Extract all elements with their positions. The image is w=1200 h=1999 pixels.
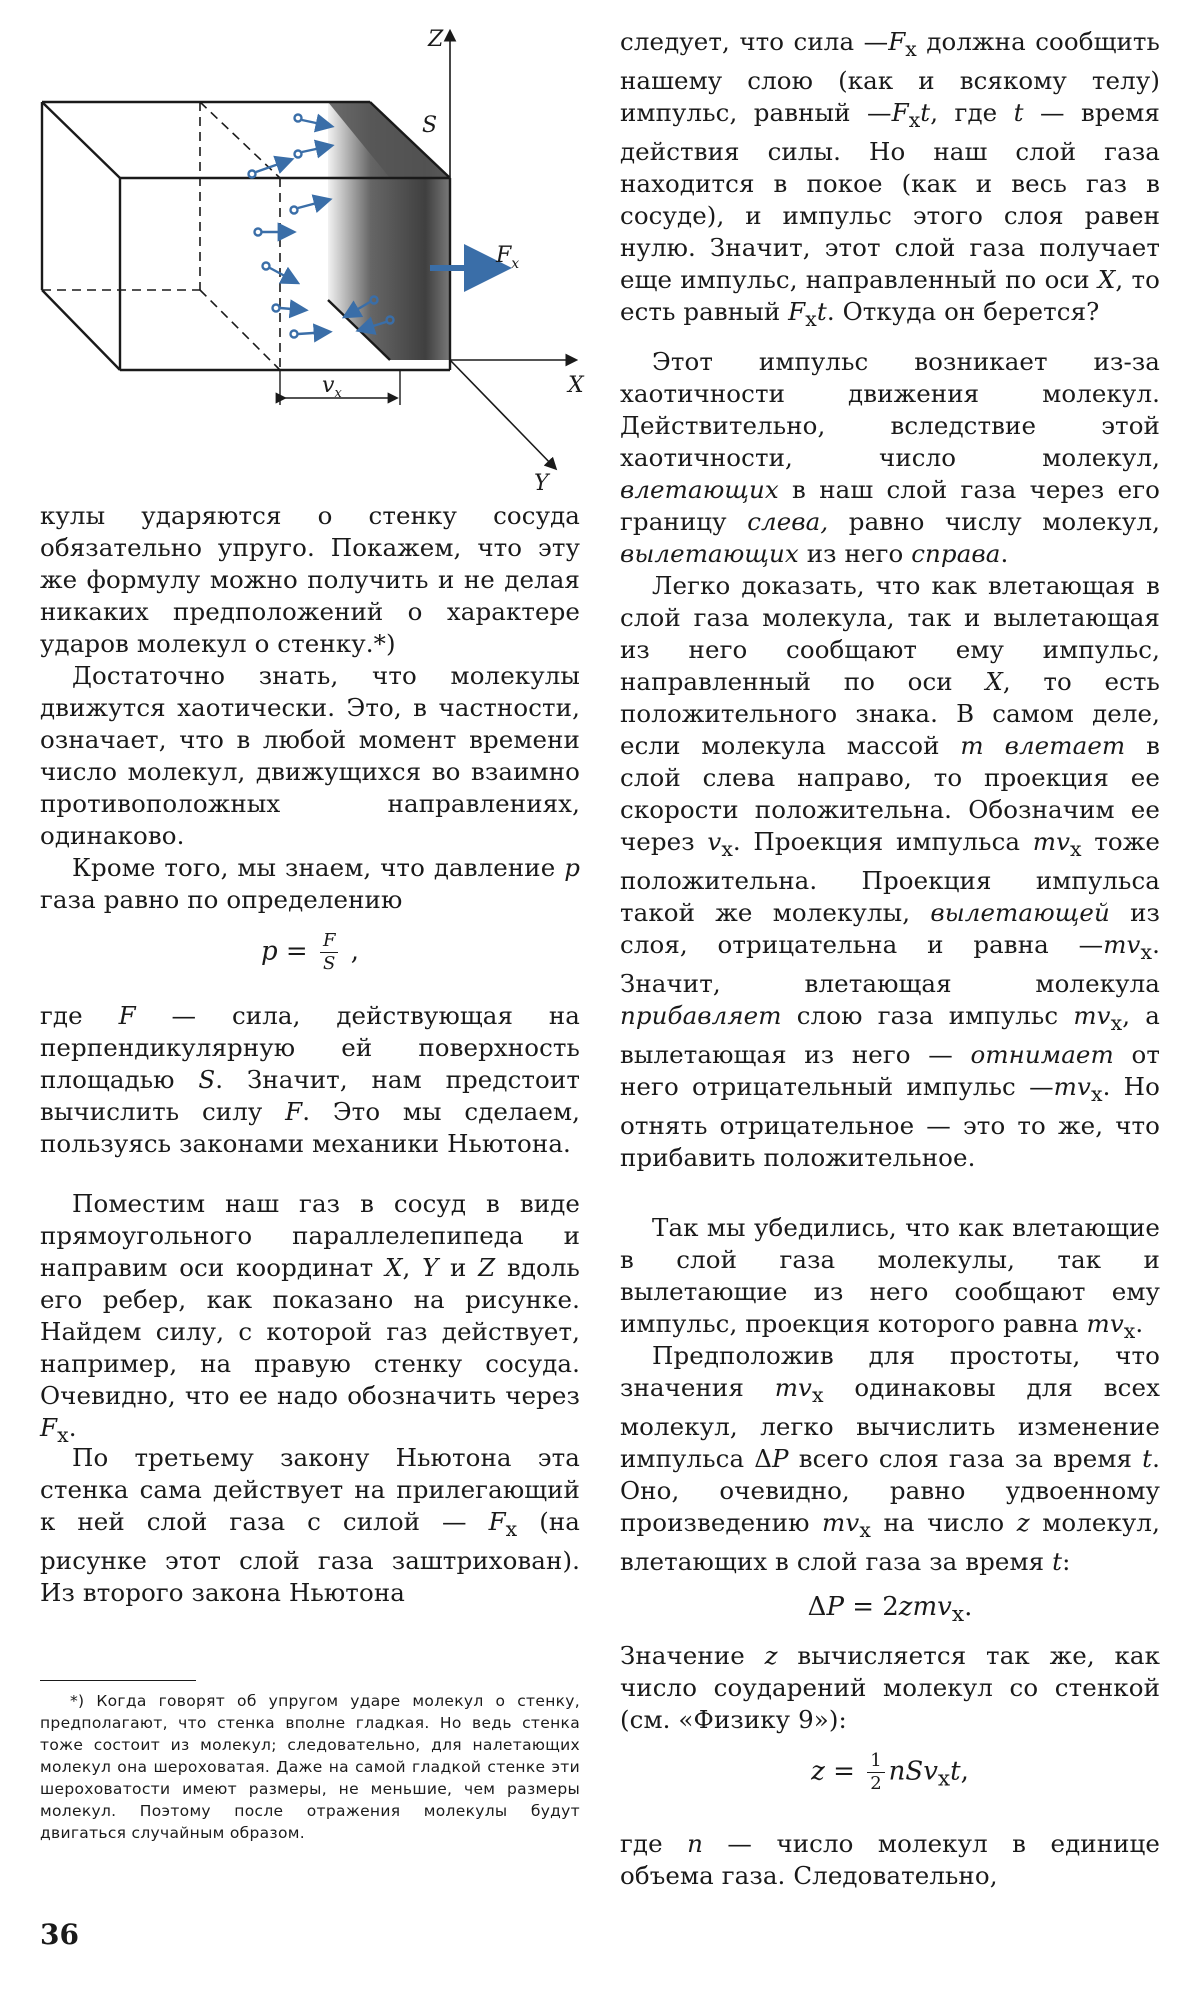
right-paragraph-3: Легко доказать, что как влетающая в слой газа молекула, так и вылетающая из него сообщают ему импульс, направленный по оси X, то есть положительного знака. В самом деле, если молекула массой m влетает в слой слева направо, то проекция ее скорости положительна. Обозначим ее через $v_x$. Проекция импульса $mv_x$ тоже положительна. Проекция импульса такой же молекулы, вылетающей из слоя, отрицательна и равна $—mv_x$. Значит, влетающая молекула прибавляет слою газа импульс $mv_x$, а вылетающая из него — отнимает от него отрицательный импульс $—mv_x$. Но отнять отрицательное — это то же, что прибавить положительное.	[620, 571, 1161, 1172]
left-paragraph-6: По третьему закону Ньютона эта стенка сама действует на прилегающий к ней слой газа с силой — $F_x$ (на рисунке этот слой газа заштрихован). Из второго закона Ньютона	[40, 1443, 581, 1607]
axes	[450, 32, 575, 468]
y-axis-label: Y	[534, 471, 549, 496]
z-axis-label: Z	[428, 27, 444, 52]
left-paragraph-3: Кроме того, мы знаем, что давление p газа равно по определению	[40, 853, 580, 914]
footnote-rule	[40, 1680, 196, 1681]
right-paragraph-1: следует, что сила $—F_x$ должна сообщить нашему слою (как и всякому телу) импульс, равный $—F_xt$, где t — время действия силы. Но наш слой газа находится в покое (как и весь газ в сосуде), и импульс этого слоя равен нулю. Значит, этот слой газа получает еще импульс, направленный по оси X, то есть равный $F_xt$. Откуда он берется?	[620, 27, 1161, 331]
vx-label: $v_x$	[322, 373, 342, 401]
left-paragraph-4: где F — сила, действующая на перпендикулярную ей поверхность площадью S. Значит, нам предстоит вычислить силу F. Это мы сделаем, пользуясь законами механики Ньютона.	[40, 1001, 581, 1158]
page-number: 36	[40, 1918, 79, 1951]
left-paragraph-2: Достаточно знать, что молекулы движутся хаотически. Это, в частности, означает, что в любой момент времени число молекул, движущихся во взаимно противоположных направлениях, одинаково.	[40, 661, 580, 850]
right-paragraph-7: где n — число молекул в единице объема газа. Следовательно,	[620, 1829, 1161, 1890]
pressure-formula: p = $\frac{F}{S}$ ,	[260, 930, 359, 974]
collisions-formula: z = $\frac{1}{2}$ nSv$_x$t,	[811, 1750, 969, 1794]
force-label: $F_x$	[496, 243, 520, 272]
parallelepiped-figure	[30, 20, 590, 500]
left-paragraph-5: Поместим наш газ в сосуд в виде прямоугольного параллелепипеда и направим оси координат X, Y и Z вдоль его ребер, как показано на рисунке. Найдем силу, с которой газ действует, например, на правую стенку сосуда. Очевидно, что ее надо обозначить через $F_x$.	[40, 1189, 580, 1447]
right-paragraph-5: Предположив для простоты, что значения $mv_x$ одинаковы для всех молекул, легко вычислить изменение импульса ΔP всего слоя газа за время t. Оно, очевидно, равно удвоенному произведению $mv_x$ на число z молекул, влетающих в слой газа за время t:	[620, 1341, 1160, 1576]
x-axis-label: X	[568, 373, 584, 398]
momentum-formula: ΔP = 2zmv$_x$.	[807, 1592, 973, 1628]
left-paragraph-1: кулы ударяются о стенку сосуда обязательно упруго. Покажем, что эту же формулу можно получить и не делая никаких предположений о характере ударов молекул о стенку.*)	[40, 501, 580, 658]
shaded-gas-layer	[328, 102, 450, 360]
hidden-edges	[42, 102, 280, 370]
right-paragraph-6: Значение z вычисляется так же, как число соударений молекул со стенкой (см. «Физику 9»):	[620, 1641, 1161, 1734]
right-paragraph-2: Этот импульс возникает из-за хаотичности движения молекул. Действительно, вследствие этой хаотичности, число молекул, влетающих в наш слой газа через его границу слева, равно числу молекул, вылетающих из него справа.	[620, 347, 1160, 568]
surface-label: S	[422, 113, 438, 138]
right-paragraph-4: Так мы убедились, что как влетающие в слой газа молекулы, так и вылетающие из него сообщают ему импульс, проекция которого равна $mv_x$.	[620, 1213, 1160, 1343]
footnote: *) Когда говорят об упругом ударе молекул о стенку, предполагают, что стенка вполне гладкая. Но ведь стенка тоже состоит из молекул; следовательно, для налетающих молекул она шероховатая. Даже на самой гладкой стенке эти шероховатости имеют размеры, не меньшие, чем размеры молекул. Поэтому после отражения молекулы будут двигаться случайным образом.	[40, 1692, 580, 1842]
